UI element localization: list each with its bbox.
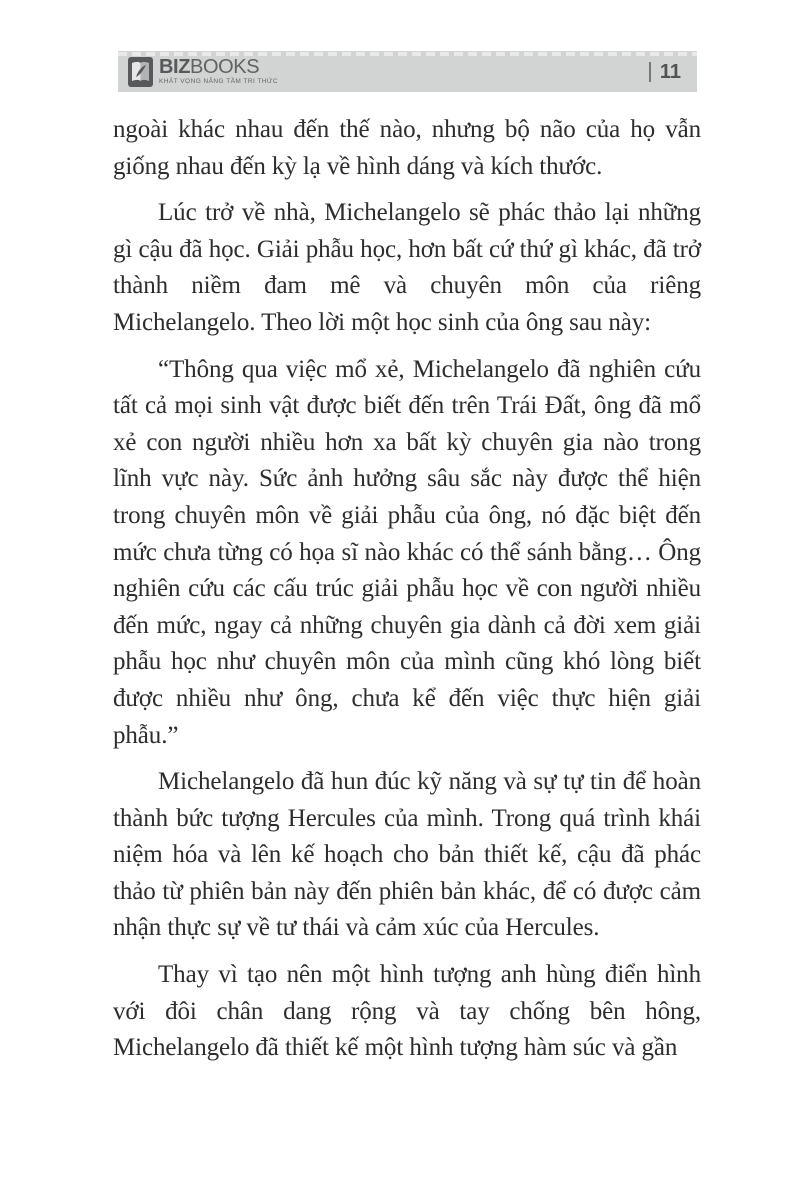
paragraph-quote: “Thông qua việc mổ xẻ, Michelangelo đã nghiên cứu tất cả mọi sinh vật được biết đến trên Trái Đất, ông đã mổ xẻ con người nhiều hơn xa bất kỳ chuyên gia nào trong lĩnh vực này. Sức ảnh hưởng sâu sắc này được thể hiện trong chuyên môn về giải phẫu của ông, nó đặc biệt đến mức chưa từng có họa sĩ nào khác có thể sánh bằng… Ông nghiên cứu các cấu trúc giải phẫu học về con người nhiều đến mức, ngay cả những chuyên gia dành cả đời xem giải phẫu học như chuyên môn của mình cũng khó lòng biết được nhiều như ông, chưa kể đến việc thực hiện giải phẫu.” xyxy=(113,355,701,749)
header-bar xyxy=(118,51,697,92)
paragraph: Michelangelo đã hun đúc kỹ năng và sự tự tin để hoàn thành bức tượng Hercules của mình. Trong quá trình khái niệm hóa và lên kế hoạch cho bản thiết kế, cậu đã phác thảo từ phiên bản này đến phiên bản khác, để có được cảm nhận thực sự về tư thái và cảm xúc của Hercules. xyxy=(113,768,701,942)
brand-name xyxy=(159,57,278,77)
body-text xyxy=(113,112,701,1077)
bizbooks-logo xyxy=(128,57,278,87)
page-number-block xyxy=(649,62,681,82)
paragraph: ngoài khác nhau đến thế nào, nhưng bộ não của họ vẫn giống nhau đến kỳ lạ về hình dáng và kích thước. xyxy=(113,116,701,180)
brand-name-bold: BIZ xyxy=(159,56,191,79)
paragraph: Lúc trở về nhà, Michelangelo sẽ phác thảo lại những gì cậu đã học. Giải phẫu học, hơn bất cứ thứ gì khác, đã trở thành niềm đam mê và chuyên môn của riêng Michelangelo. Theo lời một học sinh của ông sau này: xyxy=(113,199,701,336)
bizbooks-book-icon xyxy=(128,57,153,87)
brand-tagline: KHÁT VỌNG NÂNG TẦM TRI THỨC xyxy=(159,78,279,86)
brand-name-light: BOOKS xyxy=(190,56,260,79)
paragraph: Thay vì tạo nên một hình tượng anh hùng điển hình với đôi chân dang rộng và tay chống bên hông, Michelangelo đã thiết kế một hình tượng hàm súc và gần xyxy=(113,961,701,1062)
brand-block xyxy=(159,57,278,86)
page-number: 11 xyxy=(659,60,681,83)
